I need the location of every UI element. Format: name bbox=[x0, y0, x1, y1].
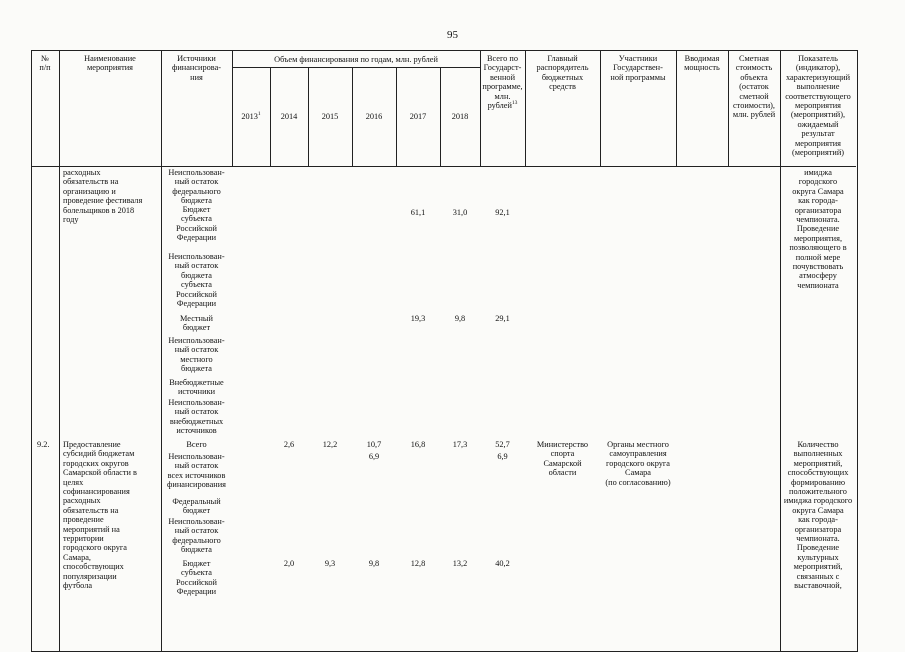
value-total: 6,9 bbox=[497, 452, 508, 461]
header-year-2016: 2016 bbox=[365, 112, 383, 121]
source-label: Федеральный бюджет bbox=[172, 497, 221, 516]
source-label: Всего bbox=[186, 440, 207, 449]
source-label: Неиспользован- ный остаток федерального бюджета bbox=[168, 168, 225, 206]
row-name: расходных обязательств на организацию и проведение фестиваля болельщиков в 2018 году bbox=[63, 168, 143, 225]
value-total: 40,2 bbox=[495, 559, 510, 568]
header-total: Всего по Государст- венной программе, млн. рублей$^{13}$ bbox=[482, 54, 523, 111]
page-number: 95 bbox=[447, 29, 458, 41]
value-total: 92,1 bbox=[495, 208, 510, 217]
value-2018: 13,2 bbox=[452, 559, 468, 568]
header-estimate: Сметная стоимость объекта (остаток сметной стоимости), млн. рублей bbox=[732, 54, 776, 120]
source-label: Неиспользован- ный остаток федерального бюджета bbox=[168, 517, 225, 555]
value-2017: 61,1 bbox=[410, 208, 426, 217]
header-name: Наименование мероприятия bbox=[84, 54, 136, 73]
row-indicator: имиджа городского округа Самара как города- организатора чемпионата. Проведение мероприятия, позволяющего в полной мере почувствовать атмосферу чемпионата bbox=[789, 168, 847, 290]
header-year-2013: 2013$^1$ bbox=[241, 111, 261, 121]
row-manager: Министерство спорта Самарской области bbox=[536, 440, 589, 478]
header-year-2017: 2017 bbox=[409, 112, 427, 121]
header-indicator: Показатель (индикатор), характеризующий выполнение соответствующего мероприятия (мероприятий), ожидаемый результат мероприятия (мероприятий) bbox=[785, 54, 851, 158]
source-label: Неиспользован- ный остаток местного бюджета bbox=[168, 336, 225, 374]
value-2018: 17,3 bbox=[452, 440, 468, 449]
row-participants: Органы местного самоуправления городского округа Самара (по согласованию) bbox=[605, 440, 671, 487]
value-2016: 10,7 bbox=[366, 440, 382, 449]
row-id: 9.2. bbox=[37, 440, 50, 449]
header-num: № п/п bbox=[39, 54, 51, 73]
source-label: Внебюджетные источники bbox=[169, 378, 224, 397]
source-label: Бюджет субъекта Российской Федерации bbox=[176, 205, 217, 243]
source-label: Неиспользован- ный остаток всех источников финансирования bbox=[167, 452, 226, 490]
value-total: 52,7 bbox=[495, 440, 510, 449]
value-2016: 9,8 bbox=[368, 559, 380, 568]
header-volume-group: Объем финансирования по годам, млн. рублей bbox=[274, 55, 438, 64]
value-total: 29,1 bbox=[495, 314, 510, 323]
value-2016: 6,9 bbox=[368, 452, 380, 461]
value-2015: 12,2 bbox=[322, 440, 338, 449]
header-manager: Главный распорядитель бюджетных средств bbox=[536, 54, 589, 92]
source-label: Неиспользован- ный остаток внебюджетных источников bbox=[168, 398, 225, 436]
row-name: Предоставление субсидий бюджетам городских округов Самарской области в целях софинансирования расходных обязательств на проведение мероприятий на территории городского округа Самара, способствующих популяризации футбола bbox=[63, 440, 137, 591]
source-label: Местный бюджет bbox=[180, 314, 213, 333]
value-2014: 2,6 bbox=[283, 440, 295, 449]
row-indicator: Количество выполненных мероприятий, способствующих формированию положительного имиджа городского округа Самара как города- организатора чемпионата. Проведение культурных мероприятий, связанных с выставочной, bbox=[783, 440, 853, 591]
header-participants: Участники Государствен- ной программы bbox=[610, 54, 666, 82]
source-label: Неиспользован- ный остаток бюджета субъекта Российской Федерации bbox=[168, 252, 225, 309]
header-year-2015: 2015 bbox=[321, 112, 339, 121]
source-label: Бюджет субъекта Российской Федерации bbox=[176, 559, 217, 597]
header-capacity: Вводимая мощность bbox=[684, 54, 720, 73]
header-year-2018: 2018 bbox=[451, 112, 469, 121]
value-2017: 12,8 bbox=[410, 559, 426, 568]
value-2017: 19,3 bbox=[410, 314, 426, 323]
value-2018: 31,0 bbox=[452, 208, 468, 217]
header-year-2014: 2014 bbox=[280, 112, 298, 121]
value-2018: 9,8 bbox=[454, 314, 466, 323]
value-2017: 16,8 bbox=[410, 440, 426, 449]
value-2015: 9,3 bbox=[324, 559, 336, 568]
header-sources: Источники финансирова- ния bbox=[171, 54, 222, 82]
value-2014: 2,0 bbox=[283, 559, 295, 568]
